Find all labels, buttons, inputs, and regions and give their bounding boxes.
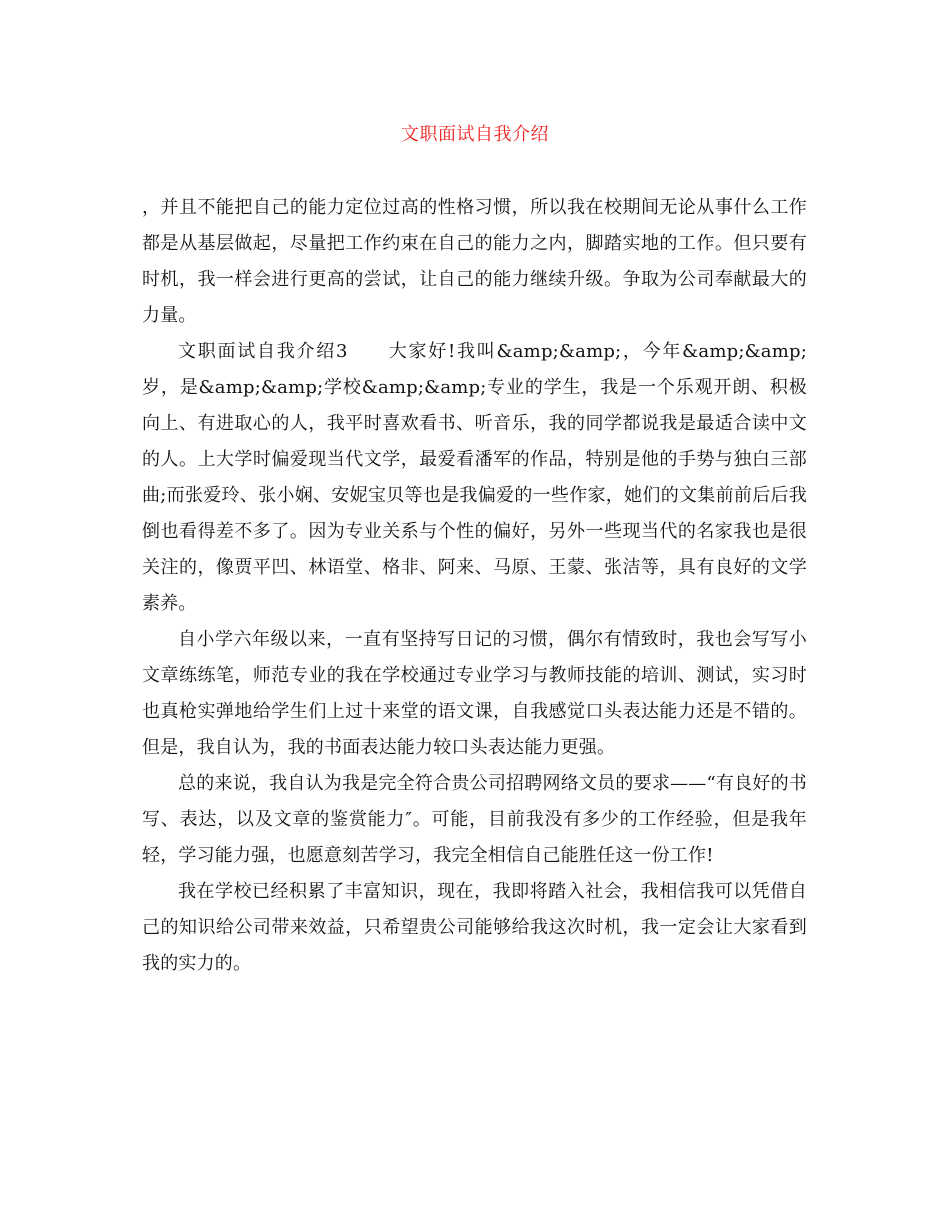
- paragraph-continuation: ，并且不能把自己的能力定位过高的性格习惯，所以我在校期间无论从事什么工作都是从基层做起，尽量把工作约束在自己的能力之内，脚踏实地的工作。但只要有时机，我一样会进行更高的尝试，让自己的能力继续升级。争取为公司奉献最大的力量。: [142, 197, 807, 326]
- paragraph-writing-habit: 自小学六年级以来，一直有坚持写日记的习惯，偶尔有情致时，我也会写写小文章练练笔，师范专业的我在学校通过专业学习与教师技能的培训、测试，实习时也真枪实弹地给学生们上过十来堂的语文课，自我感觉口头表达能力还是不错的。但是，我自认为，我的书面表达能力较口头表达能力更强。: [142, 629, 807, 758]
- paragraph-closing: 我在学校已经积累了丰富知识，现在，我即将踏入社会，我相信我可以凭借自己的知识给公司带来效益，只希望贵公司能够给我这次时机，我一定会让大家看到我的实力的。: [142, 881, 807, 974]
- paragraph-summary: 总的来说，我自认为我是完全符合贵公司招聘网络文员的要求——“有良好的书写、表达，以及文章的鉴赏能力″。可能，目前我没有多少的工作经验，但是我年轻，学习能力强，也愿意刻苦学习，我完全相信自己能胜任这一份工作!: [142, 773, 807, 866]
- document-body: [142, 190, 807, 982]
- document-title: 文职面试自我介绍: [401, 124, 549, 145]
- paragraph-introduction: 文职面试自我介绍3 大家好!我叫&amp;&amp;，今年&amp;&amp;岁，是&amp;&amp;学校&amp;&amp;专业的学生，我是一个乐观开朗、积极向上、有进取心的人，我平时喜欢看书、听音乐，我的同学都说我是最适合读中文的人。上大学时偏爱现当代文学，最爱看潘军的作品，特别是他的手势与独白三部曲;而张爱玲、张小娴、安妮宝贝等也是我偏爱的一些作家，她们的文集前前后后我倒也看得差不多了。因为专业关系与个性的偏好，另外一些现当代的名家我也是很关注的，像贾平凹、林语堂、格非、阿来、马原、王蒙、张洁等，具有良好的文学素养。: [142, 341, 807, 614]
